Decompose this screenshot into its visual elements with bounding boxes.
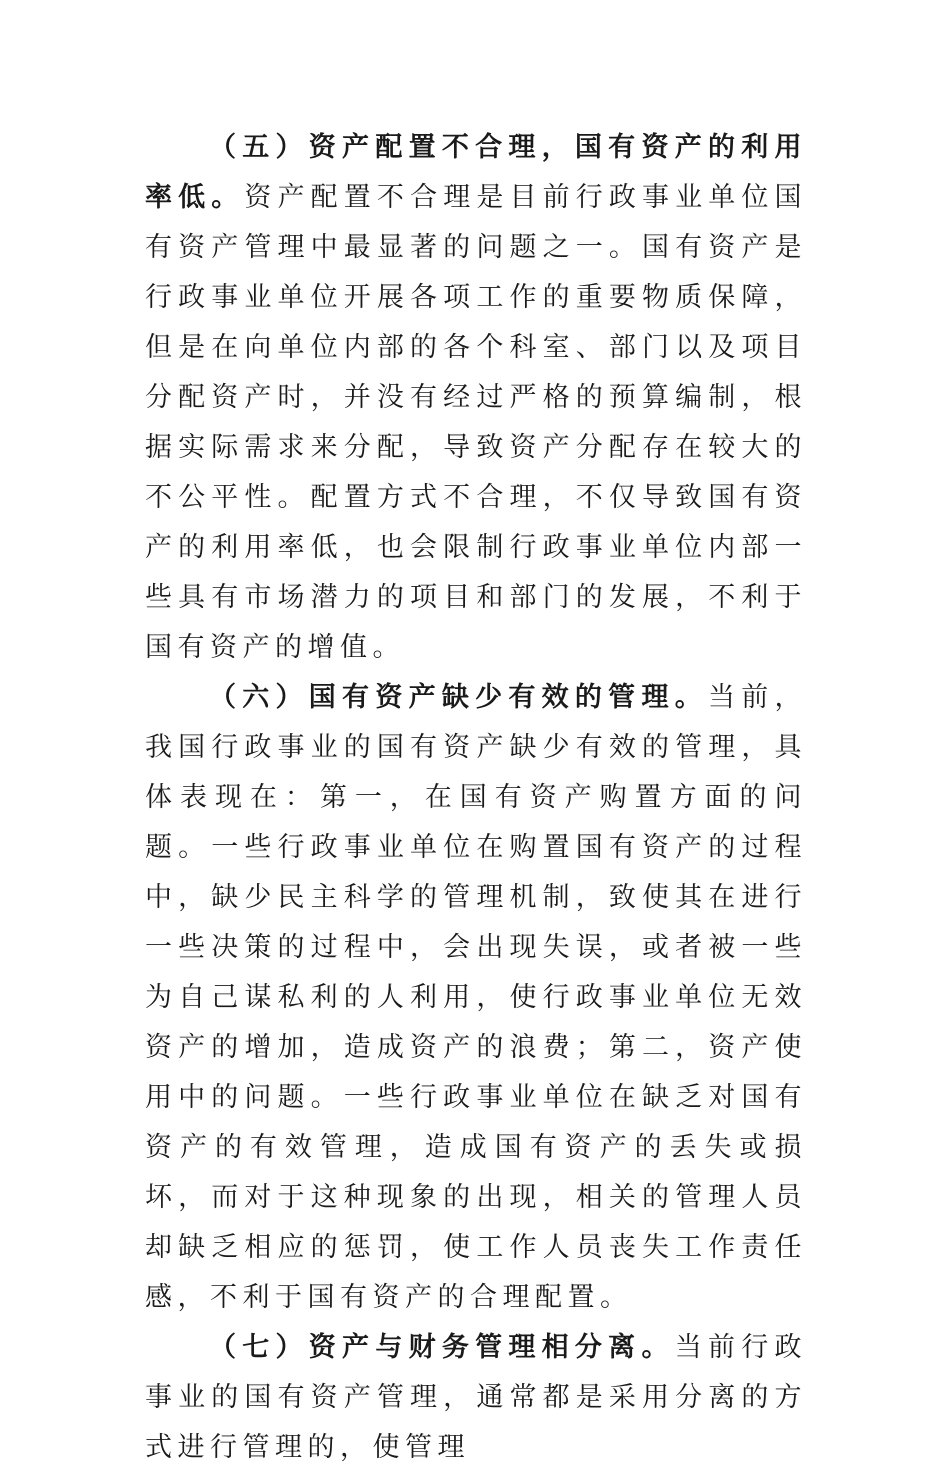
paragraph-7 — [145, 1323, 807, 1473]
paragraph-6 — [145, 673, 807, 1323]
paragraph-5-heading: （五）资产配置不合理，国有资产的利用率低。 — [145, 132, 807, 213]
document-body — [145, 123, 807, 1473]
paragraph-6-body: 当前，我国行政事业的国有资产缺少有效的管理，具体表现在：第一，在国有资产购置方面的问题。一些行政事业单位在购置国有资产的过程中，缺少民主科学的管理机制，致使其在进行一些决策的过程中，会出现失误，或者被一些为自己谋私利的人利用，使行政事业单位无效资产的增加，造成资产的浪费；第二，资产使用中的问题。一些行政事业单位在缺乏对国有资产的有效管理，造成国有资产的丢失或损坏，而对于这种现象的出现，相关的管理人员却缺乏相应的惩罚，使工作人员丧失工作责任感，不利于国有资产的合理配置。 — [145, 682, 808, 1313]
paragraph-7-heading: （七）资产与财务管理相分离。 — [209, 1332, 675, 1363]
paragraph-5 — [145, 123, 807, 673]
paragraph-5-body: 资产配置不合理是目前行政事业单位国有资产管理中最显著的问题之一。国有资产是行政事业单位开展各项工作的重要物质保障，但是在向单位内部的各个科室、部门以及项目分配资产时，并没有经过严格的预算编制，根据实际需求来分配，导致资产分配存在较大的不公平性。配置方式不合理，不仅导致国有资产的利用率低，也会限制行政事业单位内部一些具有市场潜力的项目和部门的发展，不利于国有资产的增值。 — [145, 182, 808, 663]
paragraph-7-body: 当前行政事业的国有资产管理，通常都是采用分离的方式进行管理的，使管理 — [145, 1332, 808, 1463]
paragraph-6-heading: （六）国有资产缺少有效的管理。 — [209, 682, 708, 713]
